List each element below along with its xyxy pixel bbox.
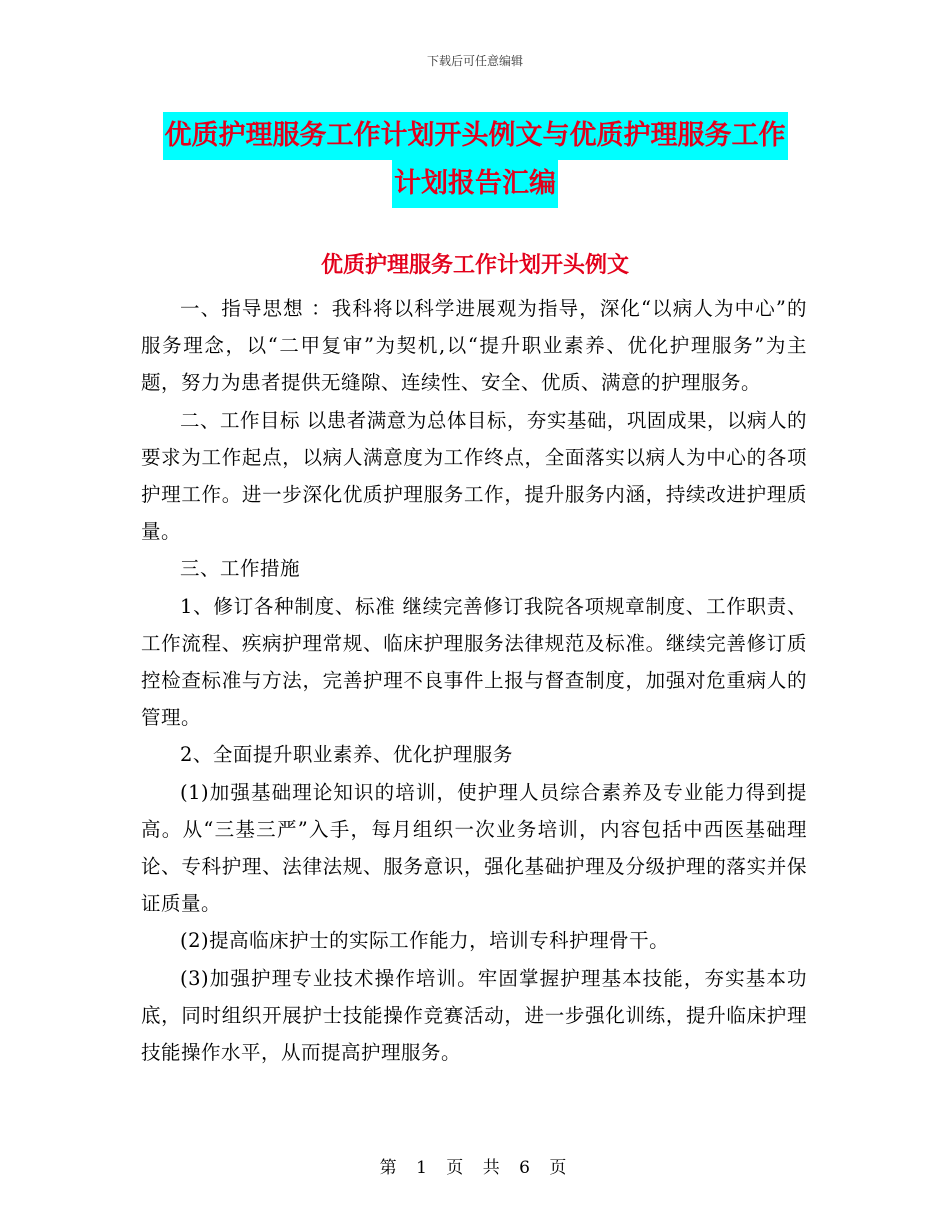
header-note: 下载后可任意编辑 [426, 54, 523, 68]
paragraph-measure-2-heading: 2、全面提升职业素养、优化护理服务 [180, 743, 513, 767]
document-title [0, 112, 950, 208]
paragraph-measure-1: 1、修订各种制度、标准 继续完善修订我院各项规章制度、工作职责、工作流程、疾病护理常规、临床护理服务法律规范及标准。继续完善修订质控检查标准与方法，完善护理不良事件上报与督查制度，加强对危重病人的管理。 [141, 594, 807, 730]
document-body [141, 290, 807, 1071]
section-title: 优质护理服务工作计划开头例文 [320, 253, 629, 278]
paragraph-work-goal: 二、工作目标 以患者满意为总体目标，夯实基础，巩固成果，以病人的要求为工作起点，以病人满意度为工作终点，全面落实以病人为中心的各项护理工作。进一步深化优质护理服务工作，提升服务内涵，持续改进护理质量。 [141, 408, 807, 544]
paragraph-measure-2-item-2: (2)提高临床护士的实际工作能力，培训专科护理骨干。 [180, 929, 670, 953]
paragraph-work-measures-heading: 三、工作措施 [180, 557, 301, 581]
paragraph-measure-2-item-3: (3)加强护理专业技术操作培训。牢固掌握护理基本技能，夯实基本功底，同时组织开展护士技能操作竞赛活动，进一步强化训练，提升临床护理技能操作水平，从而提高护理服务。 [141, 966, 807, 1065]
document-title-line-1: 优质护理服务工作计划开头例文与优质护理服务工作 [163, 112, 788, 160]
page-footer: 第 1 页 共 6 页 [379, 1158, 571, 1178]
paragraph-measure-2-item-1: (1)加强基础理论知识的培训，使护理人员综合素养及专业能力得到提高。从“三基三严”入手，每月组织一次业务培训，内容包括中西医基础理论、专科护理、法律法规、服务意识，强化基础护理及分级护理的落实并保证质量。 [141, 780, 807, 916]
document-title-line-2: 计划报告汇编 [392, 160, 558, 208]
paragraph-guiding-idea: 一、指导思想 ：我科将以科学进展观为指导，深化“以病人为中心”的服务理念，以“二甲复审”为契机,以“提升职业素养、优化护理服务”为主题，努力为患者提供无缝隙、连续性、安全、优质、满意的护理服务。 [141, 297, 807, 395]
